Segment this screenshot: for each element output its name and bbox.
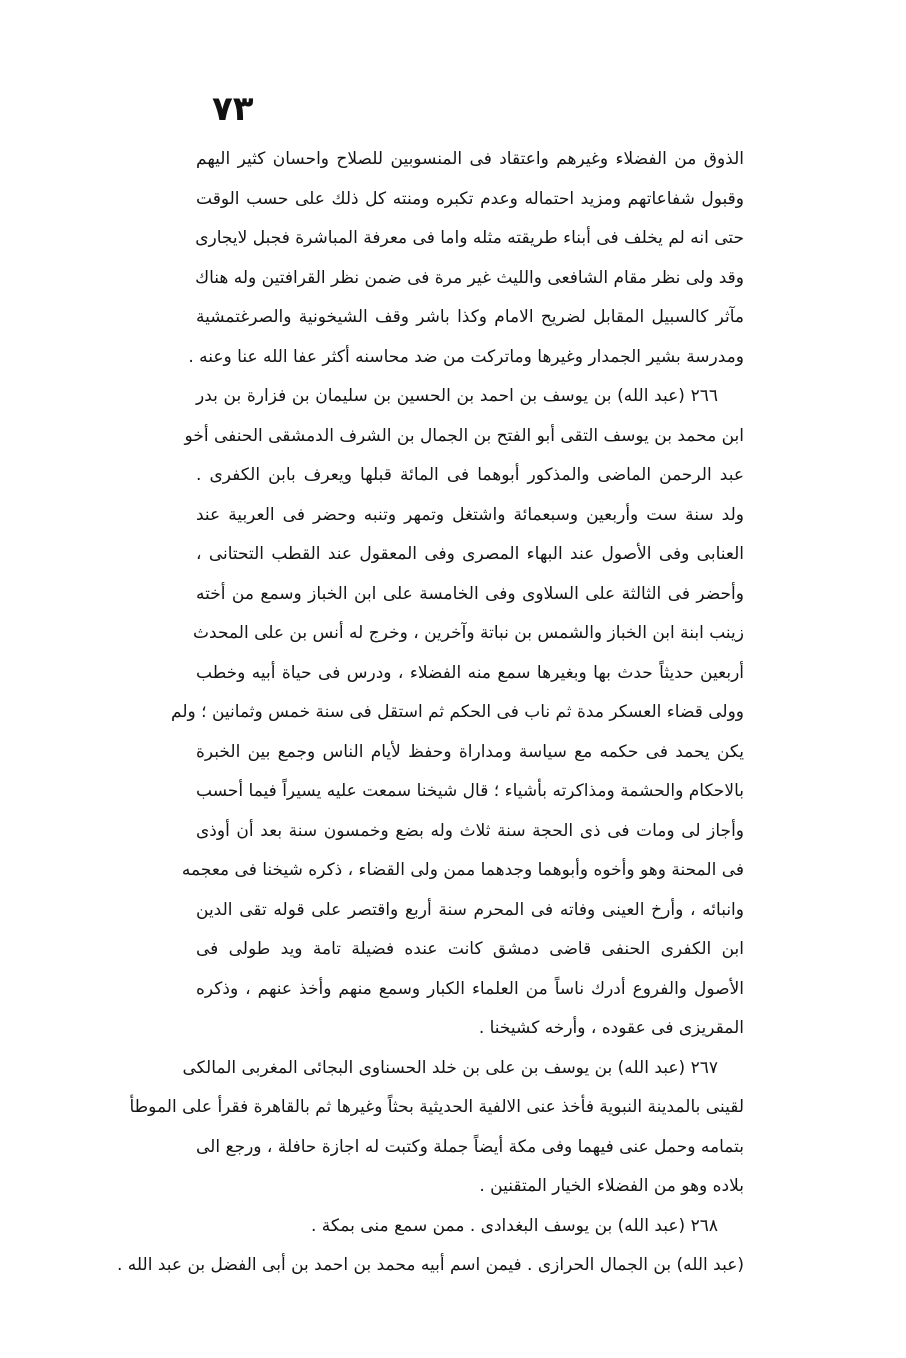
text-line: فى المحنة وهو وأخوه وأبوهما وجدهما ممن ولى القضاء ، ذكره شيخنا فى معجمه	[181, 860, 744, 880]
text-line: ٢٦٨ (عبد الله) بن يوسف البغدادى . ممن سمع منى بمكة .	[310, 1215, 718, 1236]
text-line: وأجاز لى ومات فى ذى الحجة سنة ثلاث وله بضع وخمسون سنة بعد أن أوذى	[196, 820, 744, 841]
text-line: المقريزى فى عقوده ، وأرخه كشيخنا .	[478, 1018, 744, 1038]
text-line: العنابى وفى الأصول عند البهاء المصرى وفى المعقول عند القطب التحتانى ،	[196, 544, 744, 564]
text-line: أربعين حديثاً حدث بها وبغيرها سمع منه الفضلاء ، ودرس فى حياة أبيه وخطب	[196, 662, 744, 683]
text-line: ٢٦٦ (عبد الله) بن يوسف بن احمد بن الحسين بن سليمان بن فزارة بن بدر	[196, 386, 718, 406]
page-number: ٧٣	[212, 89, 254, 129]
text-line: زينب ابنة ابن الخباز والشمس بن نباتة وآخرين ، وخرج له أنس بن على المحدث	[193, 623, 744, 643]
text-line: ابن محمد بن يوسف التقى أبو الفتح بن الجمال بن الشرف الدمشقى الحنفى أخو	[184, 425, 744, 446]
text-line: الذوق من الفضلاء وغيرهم واعتقاد فى المنسوبين للصلاح واحسان كثير اليهم	[196, 149, 744, 169]
text-line: وقبول شفاعاتهم ومزيد احتماله وعدم تكبره ومنته كل ذلك على حسب الوقت	[196, 188, 744, 209]
text-line: ٢٦٧ (عبد الله) بن يوسف بن على بن خلد الحسناوى البجائى المغربى المالكى	[182, 1057, 718, 1078]
text-line: حتى انه لم يخلف فى أبناء طريقته مثله واما فى معرفة المباشرة فجبل لايجارى	[195, 228, 744, 248]
text-line: عبد الرحمن الماضى والمذكور أبوهما فى المائة قبلها ويعرف بابن الكفرى .	[196, 465, 744, 485]
body-text	[116, 140, 744, 1286]
text-line: بالاحكام والحشمة ومذاكرته بأشياء ؛ قال شيخنا سمعت عليه يسيراً فيما أحسب	[196, 781, 744, 801]
text-line: (عبد الله) بن الجمال الحرازى . فيمن اسم أبيه محمد بن احمد بن أبى الفضل بن عبد الله .	[116, 1255, 744, 1275]
text-line: بلاده وهو من الفضلاء الخيار المتقنين .	[479, 1176, 744, 1196]
text-line: وولى قضاء العسكر مدة ثم ناب فى الحكم ثم استقل فى سنة خمس وثمانين ؛ ولم	[171, 702, 744, 722]
text-line: لقينى بالمدينة النبوية فأخذ عنى الالفية الحديثية بحثاً وغيرها ثم بالقاهرة فقرأ على الموطأ	[129, 1097, 744, 1117]
text-line: يكن يحمد فى حكمه مع سياسة ومداراة وحفظ لأيام الناس وجمع بين الخبرة	[196, 741, 744, 762]
text-line: بتمامه وحمل عنى فيهما وفى مكة أيضاً جملة وكتبت له اجازة حافلة ، ورجع الى	[196, 1136, 744, 1157]
text-line: مآثر كالسبيل المقابل لضريح الامام وكذا باشر وقف الشيخونية والصرغتمشية	[196, 307, 744, 327]
text-line: ومدرسة بشير الجمدار وغيرها وماتركت من ضد محاسنه أكثر عفا الله عنا وعنه .	[188, 346, 744, 367]
text-line: ابن الكفرى الحنفى قاضى دمشق كانت عنده فضيلة تامة ويد طولى فى	[196, 939, 744, 959]
text-line: وانبائه ، وأرخ العينى وفاته فى المحرم سنة أربع واقتصر على قوله تقى الدين	[196, 899, 744, 920]
text-line: وقد ولى نظر مقام الشافعى والليث غير مرة فى ضمن نظر القرافتين وله هناك	[195, 267, 744, 288]
text-line: وأحضر فى الثالثة على السلاوى وفى الخامسة على ابن الخباز وسمع من أخته	[196, 583, 744, 604]
text-line: الأصول والفروع أدرك ناساً من العلماء الكبار وسمع منهم وأخذ عنهم ، وذكره	[196, 978, 744, 999]
text-line: ولد سنة ست وأربعين وسبعمائة واشتغل وتمهر وتنبه وحضر فى العربية عند	[196, 504, 744, 525]
